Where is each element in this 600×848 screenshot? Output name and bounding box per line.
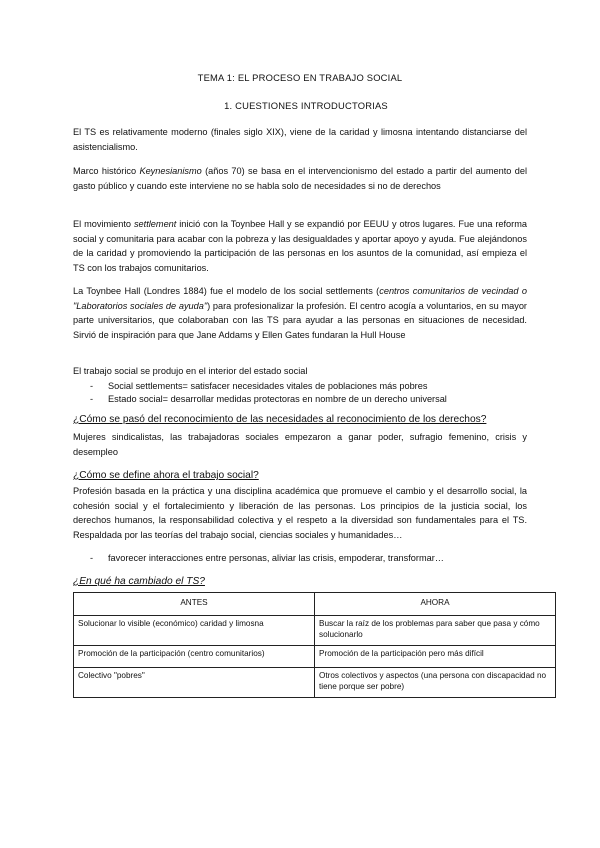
- answer-paragraph: Profesión basada en la práctica y una disciplina académica que promueve el cambio y el desarrollo social, la cohesión social y el fortalecimiento y liberación de las personas. Los principios de la justicia social, los derechos humanos, la responsabilidad colectiva y el respeto a la diversidad son fundamentales para el TS. Respaldada por las teorías del trabajo social, ciencias sociales y humanidades…: [73, 486, 527, 540]
- paragraph-keynesianismo: Marco histórico Keynesianismo (años 70) se basa en el intervencionismo del estado a partir del aumento del gasto público y cuando este interviene no se habla solo de necesidades si no de derechos: [73, 166, 527, 191]
- table-header: ANTES: [74, 593, 315, 616]
- comparison-table: [73, 592, 556, 698]
- paragraph-toynbee-hall: La Toynbee Hall (Londres 1884) fue el modelo de los social settlements (centros comunitarios de vecindad o "Laboratorios sociales de ayuda") para profesionalizar la profesión. El centro acogía a voluntarios, en su mayor parte universitarios, que colaboraban con las TS para ayudar a las personas en situaciones de necesidad. Sirvió de inspiración para que Jane Addams y Ellen Gates fundaran la Hull House: [73, 286, 527, 340]
- paragraph-intro: El TS es relativamente moderno (finales siglo XIX), viene de la caridad y limosna intentando distanciarse del asistencialismo.: [73, 127, 527, 152]
- question-heading: ¿Cómo se pasó del reconocimiento de las necesidades al reconocimiento de los derechos?: [73, 414, 487, 425]
- paragraph-estado-social: El trabajo social se produjo en el interior del estado social: [73, 366, 308, 376]
- paragraph-settlement: El movimiento settlement inició con la Toynbee Hall y se expandió por EEUU y otros lugares. Fue una reforma social y comunitaria para acabar con la pobreza y las desigualdades y aportar apoyo y ayuda. Fue alejándonos de la caridad y promoviendo la participación de las personas en los asuntos de la comunidad, así empieza el TS con los trabajos comunitarios.: [73, 219, 527, 273]
- table-cell: Buscar la raíz de los problemas para saber que pasa y cómo solucionarlo: [315, 616, 556, 646]
- list-item: - favorecer interacciones entre personas, aliviar las crisis, empoderar, transformar…: [90, 553, 444, 563]
- table-header: AHORA: [315, 593, 556, 616]
- question-heading: ¿En qué ha cambiado el TS?: [73, 576, 205, 587]
- table-row: [74, 616, 556, 646]
- table-row: [74, 646, 556, 668]
- table-cell: Otros colectivos y aspectos (una persona con discapacidad no tiene porque ser pobre): [315, 668, 556, 698]
- list-item: - Social settlements= satisfacer necesidades vitales de poblaciones más pobres: [90, 381, 428, 391]
- section-heading: 1. CUESTIONES INTRODUCTORIAS: [224, 100, 388, 111]
- table-cell: Promoción de la participación (centro comunitarios): [74, 646, 315, 668]
- list-item: - Estado social= desarrollar medidas protectoras en nombre de un derecho universal: [90, 394, 447, 404]
- document-title: TEMA 1: EL PROCESO EN TRABAJO SOCIAL: [197, 72, 403, 83]
- table-cell: Promoción de la participación pero más difícil: [315, 646, 556, 668]
- answer-paragraph: Mujeres sindicalistas, las trabajadoras sociales empezaron a ganar poder, sufragio femenino, crisis y desempleo: [73, 432, 527, 457]
- table-header-row: [74, 593, 556, 616]
- question-heading: ¿Cómo se define ahora el trabajo social?: [73, 470, 259, 481]
- table-cell: Colectivo "pobres": [74, 668, 315, 698]
- table-cell: Solucionar lo visible (económico) caridad y limosna: [74, 616, 315, 646]
- table-row: [74, 668, 556, 698]
